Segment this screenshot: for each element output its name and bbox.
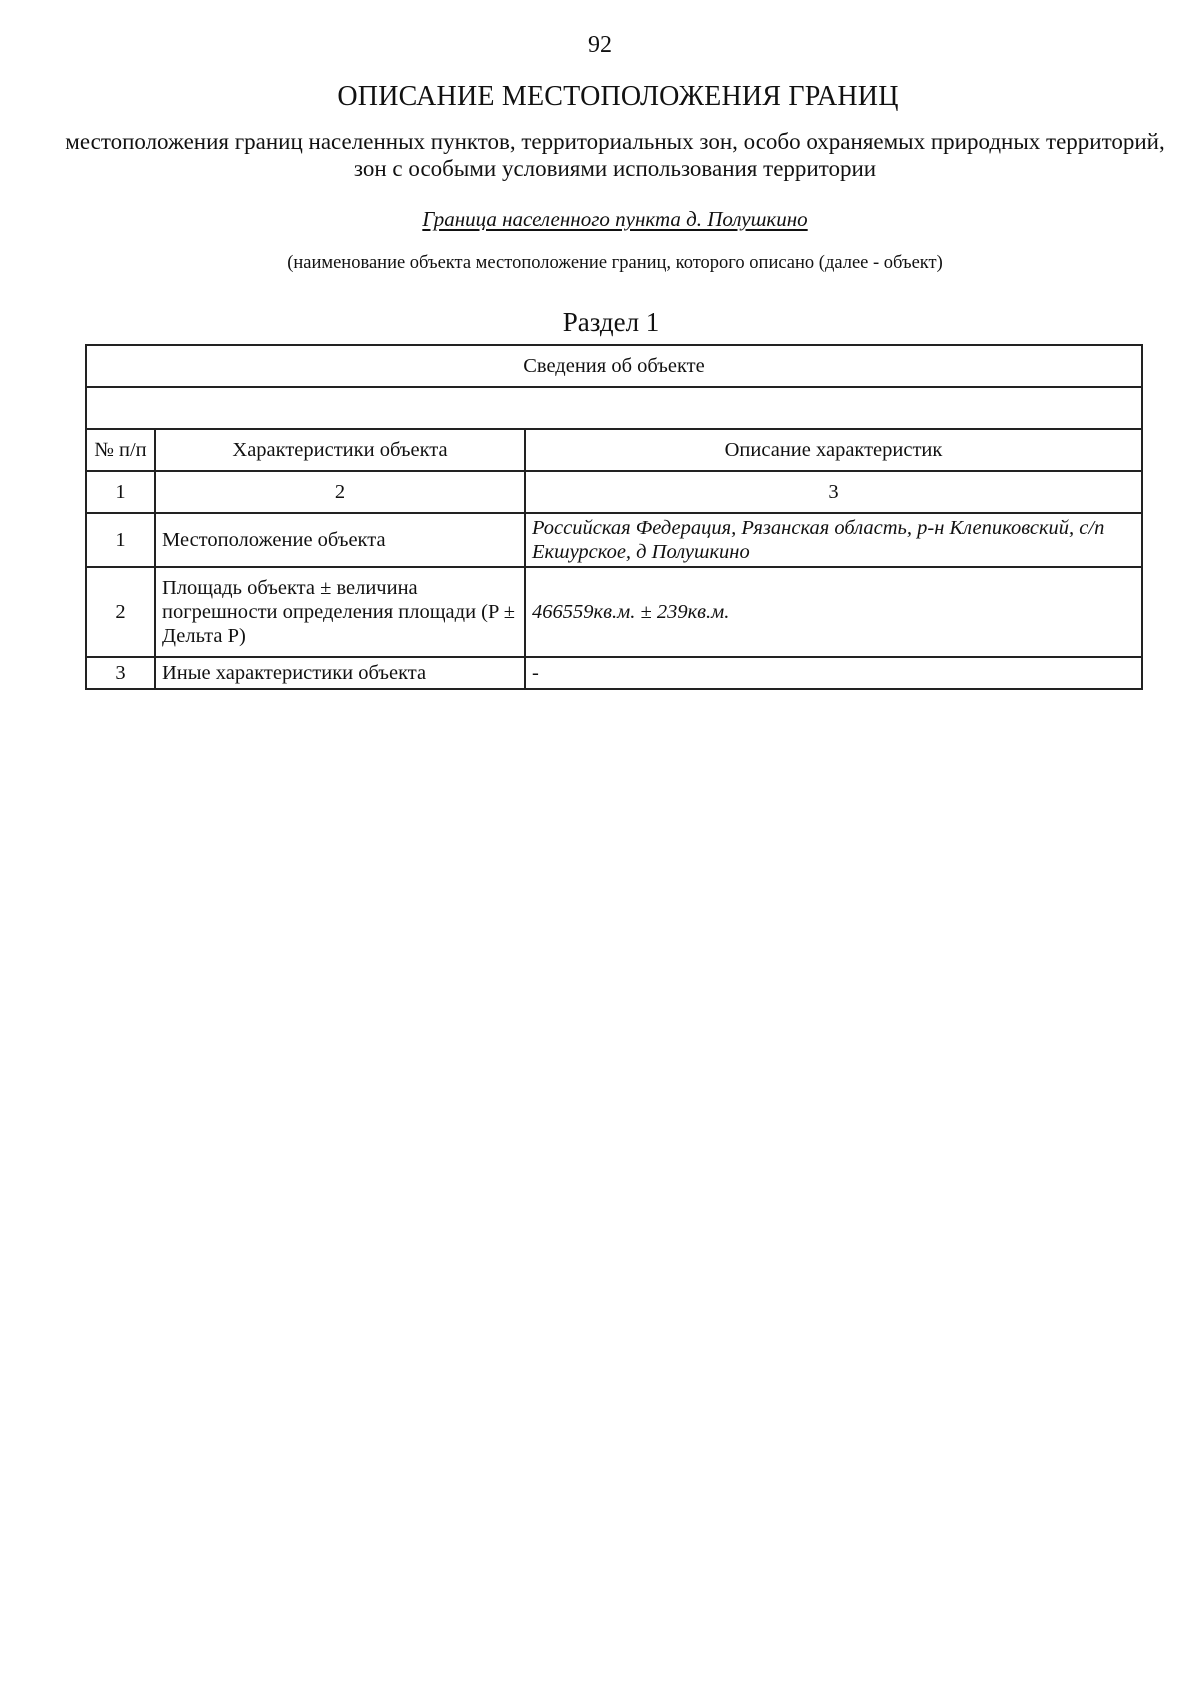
header-characteristic: Характеристики объекта — [155, 429, 525, 471]
column-index-1: 1 — [86, 471, 155, 513]
row-number: 1 — [86, 513, 155, 567]
row-number: 2 — [86, 567, 155, 657]
table-header-row — [86, 429, 1142, 471]
table-caption: Сведения об объекте — [86, 345, 1142, 387]
row-description: 466559кв.м. ± 239кв.м. — [525, 567, 1142, 657]
table-row — [86, 567, 1142, 657]
table-column-index-row — [86, 471, 1142, 513]
row-description: Российская Федерация, Рязанская область, р-н Клепиковский, с/п Екшурское, д Полушкино — [525, 513, 1142, 567]
row-characteristic: Местоположение объекта — [155, 513, 525, 567]
table-blank-row — [86, 387, 1142, 429]
row-description: - — [525, 657, 1142, 689]
document-title: ОПИСАНИЕ МЕСТОПОЛОЖЕНИЯ ГРАНИЦ — [337, 81, 899, 112]
object-name — [0, 206, 1200, 232]
header-description: Описание характеристик — [525, 429, 1142, 471]
table-row — [86, 513, 1142, 567]
section-heading: Раздел 1 — [562, 307, 660, 337]
table-row — [86, 657, 1142, 689]
table-caption-row — [86, 345, 1142, 387]
object-info-table — [85, 344, 1143, 690]
object-name-caption: (наименование объекта местоположение границ, которого описано (далее - объект) — [287, 253, 943, 273]
row-characteristic: Площадь объекта ± величина погрешности определения площади (P ± Дельта P) — [155, 567, 525, 657]
table-blank-cell — [86, 387, 1142, 429]
row-number: 3 — [86, 657, 155, 689]
page-number: 92 — [588, 32, 612, 58]
column-index-3: 3 — [525, 471, 1142, 513]
document-subtitle: местоположения границ населенных пунктов, территориальных зон, особо охраняемых природных территорий, зон с особыми условиями использования территории — [65, 129, 1165, 181]
row-characteristic: Иные характеристики объекта — [155, 657, 525, 689]
column-index-2: 2 — [155, 471, 525, 513]
object-name-text: Граница населенного пункта д. Полушкино — [422, 207, 808, 231]
header-number: № п/п — [86, 429, 155, 471]
